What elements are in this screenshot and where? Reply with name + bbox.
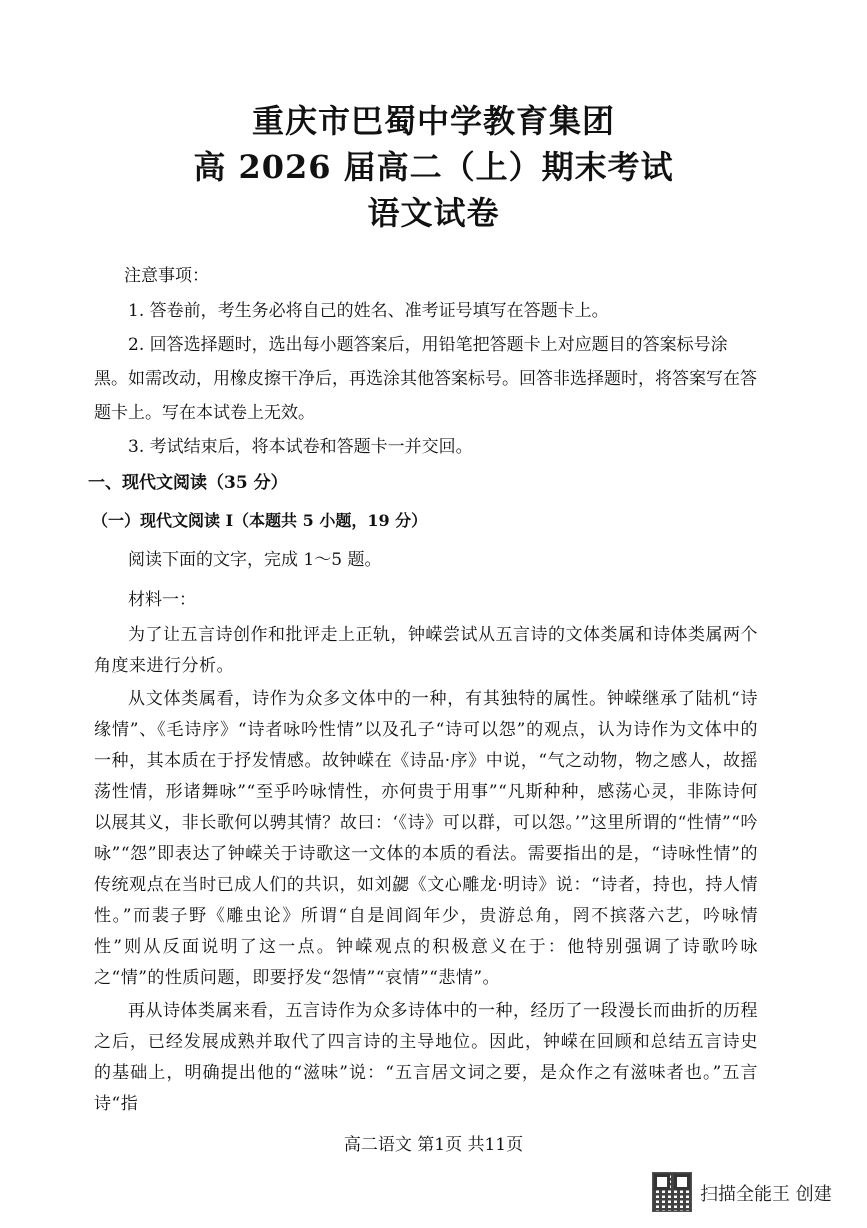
exam-title-block xyxy=(0,98,867,236)
reading-instruction: 阅读下面的文字，完成 1～5 题。 xyxy=(128,550,382,570)
passage-paragraph: 为了让五言诗创作和批评走上正轨，钟嵘尝试从五言诗的文体类属和诗体类属两个角度来进行分析。 xyxy=(94,625,758,676)
passage-paragraph: 从文体类属看，诗作为众多文体中的一种，有其独特的属性。钟嵘继承了陆机“诗缘情”、《毛诗序》“诗者咏吟性情”以及孔子“诗可以怨”的观点，认为诗作为文体中的一种，其本质在于抒发情感。故钟嵘在《诗品·序》中说，“气之动物，物之感人，故摇荡性情，形诸舞咏”“至乎吟咏情性，亦何贵于用事”“凡斯种种，感荡心灵，非陈诗何以展其义，非长歌何以骋其情？故曰：‘《诗》可以群，可以怨。’”这里所谓的“性情”“吟咏”“怨”即表达了钟嵘关于诗歌这一文体的本质的看法。需要指出的是，“诗咏性情”的传统观点在当时已成人们的共识，如刘勰《文心雕龙·明诗》说：“诗者，持也，持人情性。”而裴子野《雕虫论》所谓“自是闾阎年少，贵游总角，罔不摈落六艺，吟咏情性”则从反面说明了这一点。钟嵘观点的积极意义在于：他特别强调了诗歌吟咏之“情”的性质问题，即要抒发“怨情”“哀情”“悲情”。 xyxy=(94,689,758,988)
school-title: 重庆市巴蜀中学教育集团 xyxy=(251,102,615,140)
subject-title: 语文试卷 xyxy=(367,194,500,232)
material-label: 材料一： xyxy=(128,590,196,610)
scanner-watermark: 扫描全能王 创建 xyxy=(700,1184,832,1205)
subsection-heading: （一）现代文阅读 I（本题共 5 小题，19 分） xyxy=(92,511,428,530)
page-footer: 高二语文 第1页 共11页 xyxy=(343,1135,524,1155)
passage-paragraph: 再从诗体类属来看，五言诗作为众多诗体中的一种，经历了一段漫长而曲折的历程之后，已经发展成熟并取代了四言诗的主导地位。因此，钟嵘在回顾和总结五言诗史的基础上，明确提出他的“滋味”说：“五言居文词之要，是众作之有滋味者也。”五言诗“指 xyxy=(94,1001,758,1114)
qr-code-icon xyxy=(652,1172,692,1212)
exam-content xyxy=(88,258,758,1122)
section-heading: 一、现代文阅读（35 分） xyxy=(88,473,288,493)
notice-item: 3. 考试结束后，将本试卷和答题卡一并交回。 xyxy=(128,437,473,457)
notice-item: 1. 答卷前，考生务必将自己的姓名、准考证号填写在答题卡上。 xyxy=(128,301,609,321)
notice-heading: 注意事项： xyxy=(124,266,209,286)
notice-item: 2. 回答选择题时，选出每小题答案后，用铅笔把答题卡上对应题目的答案标号涂黑。如需改动，用橡皮擦干净后，再选涂其他答案标号。回答非选择题时，将答案写在答题卡上。写在本试卷上无效。 xyxy=(94,335,757,423)
exam-title: 高 2026 届高二（上）期末考试 xyxy=(193,148,674,186)
